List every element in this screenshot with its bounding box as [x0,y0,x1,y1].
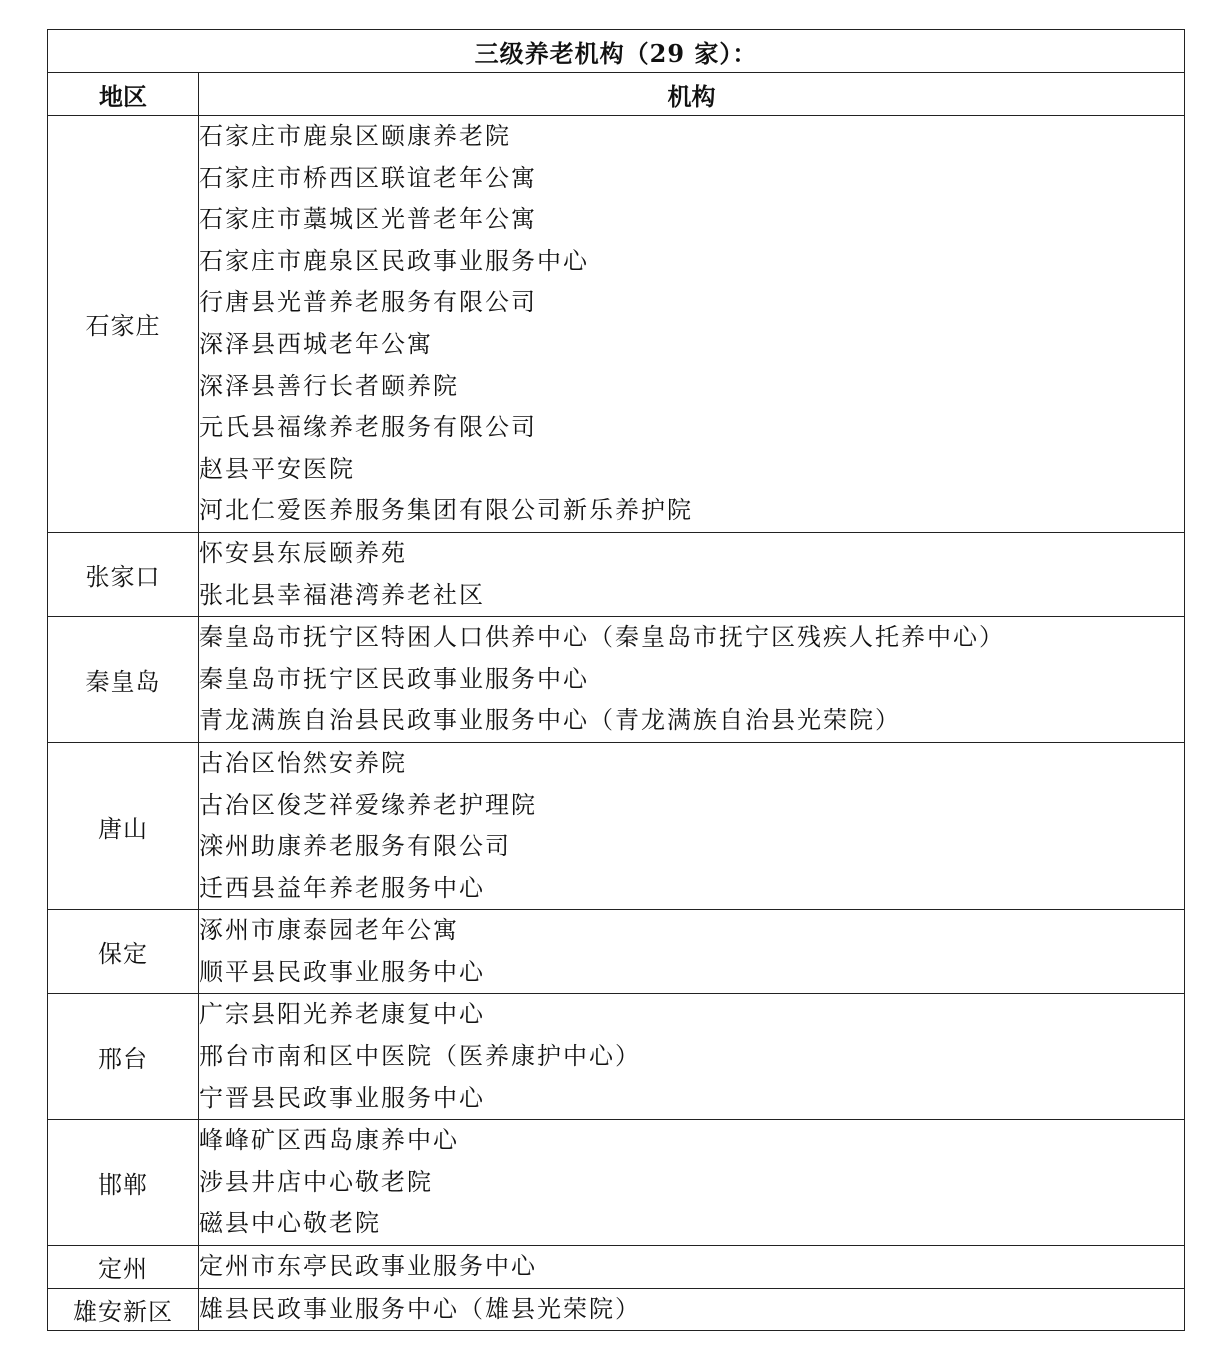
table-row [48,1120,1185,1246]
institution-name: 秦皇岛市抚宁区特困人口供养中心（秦皇岛市抚宁区残疾人托养中心） [199,623,1005,652]
region-cell: 邢台 [48,994,199,1120]
region-cell: 张家口 [48,532,199,616]
institution-name: 深泽县善行长者颐养院 [199,371,459,400]
institution-name: 涉县井店中心敬老院 [199,1167,433,1196]
institution-cell [199,1120,1185,1246]
title-row [48,30,1185,73]
institution-name: 广宗县阳光养老康复中心 [199,1000,485,1029]
institution-cell [199,532,1185,616]
institution-name: 行唐县光普养老服务有限公司 [199,288,537,317]
institution-name: 古冶区怡然安养院 [199,748,407,777]
table-row [48,910,1185,994]
table-title: 三级养老机构（29 家）： [48,30,1185,73]
table-row [48,742,1185,909]
institution-name: 青龙满族自治县民政事业服务中心（青龙满族自治县光荣院） [199,706,901,735]
institution-name: 石家庄市鹿泉区颐康养老院 [199,122,511,150]
institution-cell [199,1246,1185,1289]
institution-name: 峰峰矿区西岛康养中心 [199,1126,459,1155]
region-cell: 保定 [48,910,199,994]
institution-name: 雄县民政事业服务中心（雄县光荣院） [199,1294,641,1323]
institution-name: 石家庄市鹿泉区民政事业服务中心 [199,246,589,275]
table-row [48,532,1185,616]
institution-name: 河北仁爱医养服务集团有限公司新乐养护院 [199,496,693,525]
institution-table [47,29,1185,1331]
region-cell: 唐山 [48,742,199,909]
institution-name: 秦皇岛市抚宁区民政事业服务中心 [199,664,589,693]
region-cell: 秦皇岛 [48,617,199,743]
institution-name: 涿州市康泰园老年公寓 [199,916,459,945]
institution-name: 石家庄市藁城区光普老年公寓 [199,205,537,234]
institution-name: 深泽县西城老年公寓 [199,329,433,358]
institution-name: 张北县幸福港湾养老社区 [199,580,485,609]
institution-name: 滦州助康养老服务有限公司 [199,832,511,861]
institution-cell [199,910,1185,994]
institution-name: 定州市东亭民政事业服务中心 [199,1252,537,1281]
institution-name: 迁西县益年养老服务中心 [199,873,485,902]
table-body [48,116,1185,1331]
region-cell: 定州 [48,1246,199,1289]
institution-name: 邢台市南和区中医院（医养康护中心） [199,1042,641,1071]
institution-name: 赵县平安医院 [199,454,355,483]
table-row [48,1246,1185,1289]
institution-cell [199,116,1185,533]
institution-cell [199,1288,1185,1331]
institution-name: 顺平县民政事业服务中心 [199,957,485,986]
region-cell: 石家庄 [48,116,199,533]
institution-header: 机构 [199,73,1185,116]
institution-cell [199,742,1185,909]
table-row [48,1288,1185,1331]
institution-name: 元氏县福缘养老服务有限公司 [199,413,537,442]
institution-cell [199,994,1185,1120]
table-row [48,617,1185,743]
header-row [48,73,1185,116]
institution-name: 宁晋县民政事业服务中心 [199,1083,485,1112]
institution-name: 怀安县东辰颐养苑 [199,538,407,567]
institution-name: 古冶区俊芝祥爱缘养老护理院 [199,790,537,819]
institution-name: 磁县中心敬老院 [199,1209,381,1238]
region-cell: 邯郸 [48,1120,199,1246]
table-row [48,116,1185,533]
institution-cell [199,617,1185,743]
region-header: 地区 [48,73,199,116]
table-row [48,994,1185,1120]
region-cell: 雄安新区 [48,1288,199,1331]
institution-name: 石家庄市桥西区联谊老年公寓 [199,163,537,192]
